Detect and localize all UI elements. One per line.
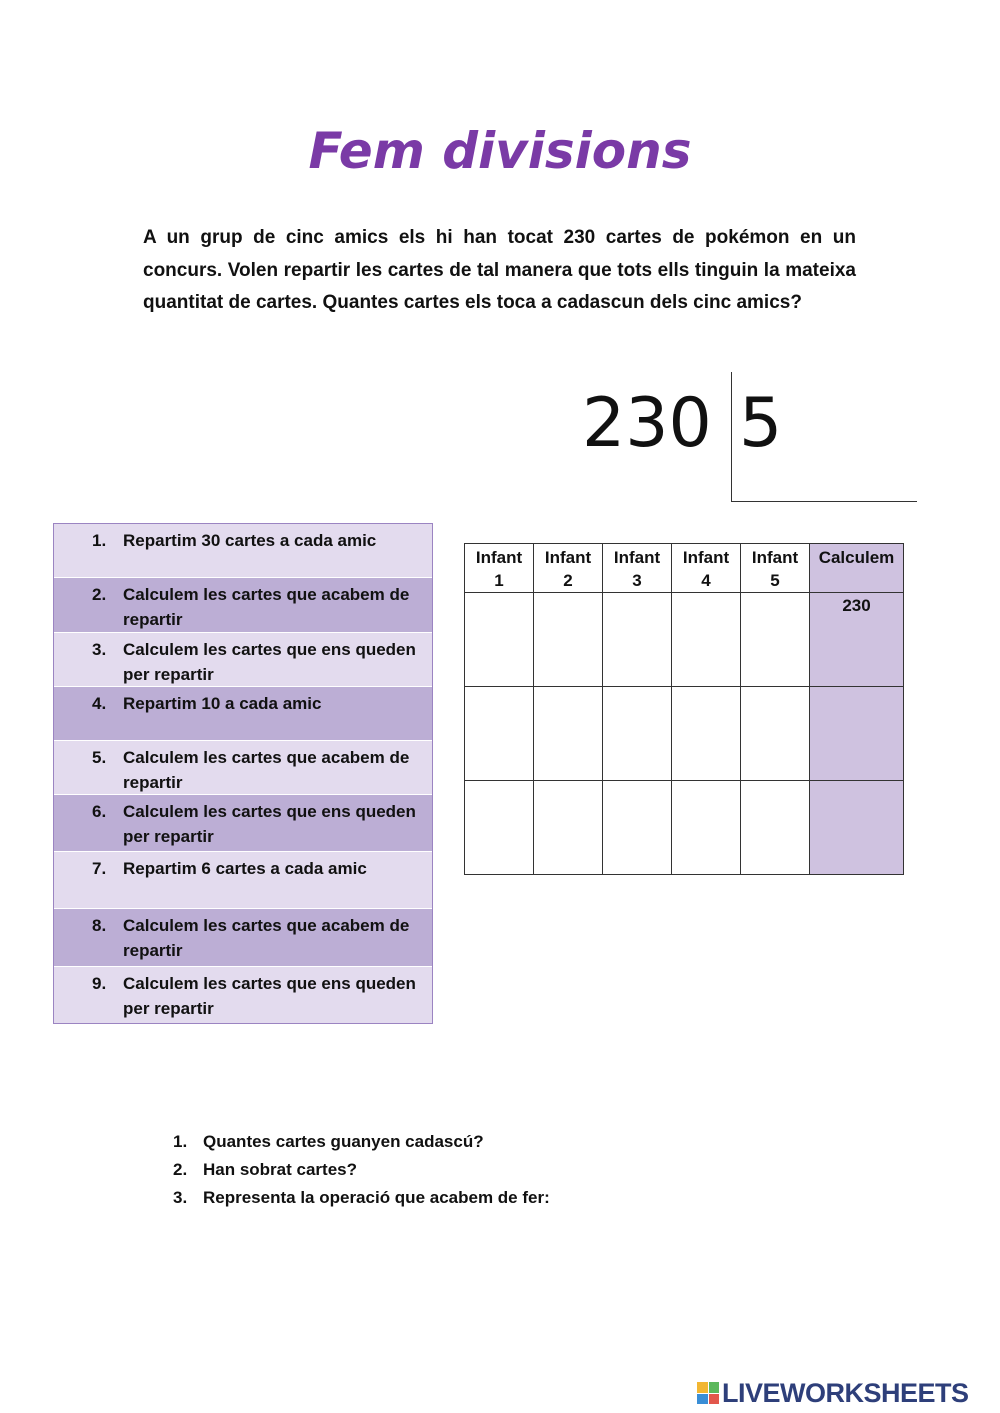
question-item [173, 1158, 550, 1186]
liveworksheets-logo [697, 1378, 969, 1408]
liveworksheets-logo-icon [697, 1382, 719, 1404]
table-header-row [465, 544, 904, 593]
table-row [465, 593, 904, 687]
answer-cell[interactable] [465, 781, 534, 875]
step-number: 2. [92, 585, 107, 604]
question-text: Representa la operació que acabem de fer: [203, 1188, 550, 1207]
step-text: Calculem les cartes que ens queden per repartir [123, 974, 416, 1018]
answer-cell[interactable] [672, 687, 741, 781]
page-title: Fem divisions [308, 122, 692, 180]
step-number: 3. [92, 640, 107, 659]
step-item [54, 852, 432, 909]
step-item [54, 741, 432, 795]
division-bracket-vertical [731, 372, 732, 502]
calc-value [810, 781, 903, 783]
calc-cell [810, 593, 904, 687]
header-infant-3: Infant 3 [603, 544, 672, 593]
step-text: Calculem les cartes que acabem de repartir [123, 748, 410, 792]
step-text: Calculem les cartes que acabem de repartir [123, 585, 410, 629]
answer-cell[interactable] [741, 593, 810, 687]
answer-cell[interactable] [603, 593, 672, 687]
step-item [54, 967, 432, 1023]
header-infant-5: Infant 5 [741, 544, 810, 593]
logo-text: LIVEWORKSHEETS [722, 1377, 969, 1408]
step-number: 1. [92, 531, 107, 550]
header-calculem: Calculem [810, 544, 904, 593]
division-dividend: 230 [582, 384, 712, 463]
step-item [54, 687, 432, 741]
step-item [54, 524, 432, 578]
step-number: 9. [92, 974, 107, 993]
answer-cell[interactable] [741, 687, 810, 781]
division-bracket-horizontal [731, 501, 917, 502]
step-number: 5. [92, 748, 107, 767]
answer-cell[interactable] [603, 687, 672, 781]
steps-list [53, 523, 433, 1024]
calc-cell[interactable] [810, 687, 904, 781]
question-number: 1. [173, 1132, 188, 1151]
answer-cell[interactable] [672, 781, 741, 875]
question-number: 2. [173, 1160, 188, 1179]
header-infant-4: Infant 4 [672, 544, 741, 593]
answer-cell[interactable] [465, 687, 534, 781]
answer-cell[interactable] [534, 781, 603, 875]
step-text: Calculem les cartes que ens queden per repartir [123, 802, 416, 846]
division-divisor: 5 [739, 384, 783, 463]
question-number: 3. [173, 1188, 188, 1207]
table-row [465, 781, 904, 875]
question-item [173, 1130, 550, 1158]
step-item [54, 909, 432, 967]
answer-cell[interactable] [534, 687, 603, 781]
step-text: Calculem les cartes que ens queden per repartir [123, 640, 416, 684]
step-number: 7. [92, 859, 107, 878]
problem-statement: A un grup de cinc amics els hi han tocat 230 cartes de pokémon en un concurs. Volen repartir les cartes de tal manera que tots ells tinguin la mateixa quantitat de cartes. Quantes cartes els toca a cadascun dels cinc amics? [143, 227, 856, 313]
answer-cell[interactable] [465, 593, 534, 687]
step-text: Repartim 10 a cada amic [123, 694, 322, 713]
question-item [173, 1186, 550, 1214]
step-text: Repartim 6 cartes a cada amic [123, 859, 367, 878]
header-infant-2: Infant 2 [534, 544, 603, 593]
calc-cell[interactable] [810, 781, 904, 875]
question-text: Han sobrat cartes? [203, 1160, 357, 1179]
distribution-table [464, 543, 904, 875]
question-text: Quantes cartes guanyen cadascú? [203, 1132, 484, 1151]
answer-cell[interactable] [741, 781, 810, 875]
calc-value [810, 687, 903, 689]
questions-list [173, 1130, 550, 1214]
step-item [54, 633, 432, 687]
step-text: Calculem les cartes que acabem de repartir [123, 916, 410, 960]
step-number: 4. [92, 694, 107, 713]
table-row [465, 687, 904, 781]
step-text: Repartim 30 cartes a cada amic [123, 531, 377, 550]
answer-cell[interactable] [534, 593, 603, 687]
answer-cell[interactable] [603, 781, 672, 875]
step-number: 8. [92, 916, 107, 935]
calc-value: 230 [842, 596, 871, 615]
header-infant-1: Infant 1 [465, 544, 534, 593]
step-item [54, 578, 432, 633]
step-number: 6. [92, 802, 107, 821]
step-item [54, 795, 432, 852]
answer-cell[interactable] [672, 593, 741, 687]
